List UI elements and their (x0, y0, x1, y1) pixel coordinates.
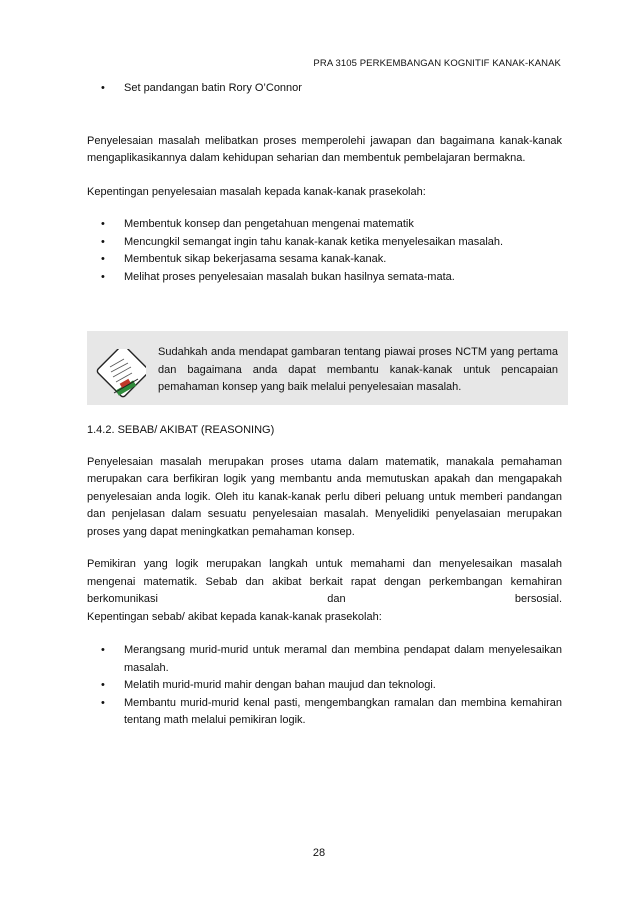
problem-solving-importance-heading: Kepentingan penyelesaian masalah kepada kanak-kanak prasekolah: (87, 185, 426, 198)
list-item: • Melihat proses penyelesaian masalah bukan hasilnya semata-mata. (87, 269, 562, 287)
problem-solving-importance-list (87, 216, 562, 286)
reasoning-paragraph-2 (87, 556, 562, 609)
reasoning-paragraph-2-line: mengenai matematik. Sebab dan akibat berkait rapat dengan perkembangan kemahiran (87, 575, 562, 588)
list-item: • Set pandangan batin Rory O’Connor (87, 80, 562, 98)
reasoning-paragraph-2-line: Pemikiran yang logik merupakan langkah untuk memahami dan menyelesaikan masalah (87, 558, 562, 570)
reasoning-importance-heading: Kepentingan sebab/ akibat kepada kanak-kanak prasekolah: (87, 610, 382, 623)
list-item: • Membentuk sikap bekerjasama sesama kanak-kanak. (87, 251, 562, 269)
reasoning-importance-list (87, 642, 562, 730)
reasoning-paragraph-2-line: berkomunikasi dan bersosial. (87, 593, 562, 605)
list-item: • Melatih murid-murid mahir dengan bahan maujud dan teknologi. (87, 677, 562, 695)
notepad-pencil-icon (94, 349, 146, 401)
reasoning-paragraph-1: Penyelesaian masalah merupakan proses utama dalam matematik, manakala pemahaman merupakan cara berfikiran logik yang membantu anda memutuskan apakah dan mengapakah penyelesaian anda logik. Oleh itu kanak-kanak perlu diberi peluang untuk memberi pandangan dan penjelasan dalam sesuatu penyelesaian masalah. Menyelidiki penyelasaian merupakan proses yang dapat meningkatkan pemahaman konsep. (87, 455, 562, 538)
page-number: 28 (312, 847, 326, 859)
running-header: PRA 3105 PERKEMBANGAN KOGNITIF KANAK-KANAK (313, 58, 561, 69)
problem-solving-paragraph: Penyelesaian masalah melibatkan proses memperolehi jawapan dan bagaimana kanak-kanak mengaplikasikannya dalam kehidupan seharian dan membentuk pembelajaran bermakna. (87, 134, 562, 164)
top-bullet-list (87, 80, 562, 98)
reasoning-section (87, 422, 562, 730)
reasoning-heading: 1.4.2. SEBAB/ AKIBAT (REASONING) (87, 424, 275, 436)
list-item: • Mencungkil semangat ingin tahu kanak-kanak ketika menyelesaikan masalah. (87, 234, 562, 252)
reflection-note-box (87, 331, 568, 405)
page-body (87, 80, 562, 286)
list-item: • Membentuk konsep dan pengetahuan mengenai matematik (87, 216, 562, 234)
reflection-note-text: Sudahkah anda mendapat gambaran tentang piawai proses NCTM yang pertama dan bagaimana anda dapat membantu kanak-kanak untuk pencapaian pemahaman konsep yang baik melalui penyelesaian masalah. (158, 346, 558, 393)
list-item: • Merangsang murid-murid untuk meramal dan membina pendapat dalam menyelesaikan masalah. (87, 642, 562, 677)
list-item: • Membantu murid-murid kenal pasti, mengembangkan ramalan dan membina kemahiran tentang math melalui pemikiran logik. (87, 695, 562, 730)
